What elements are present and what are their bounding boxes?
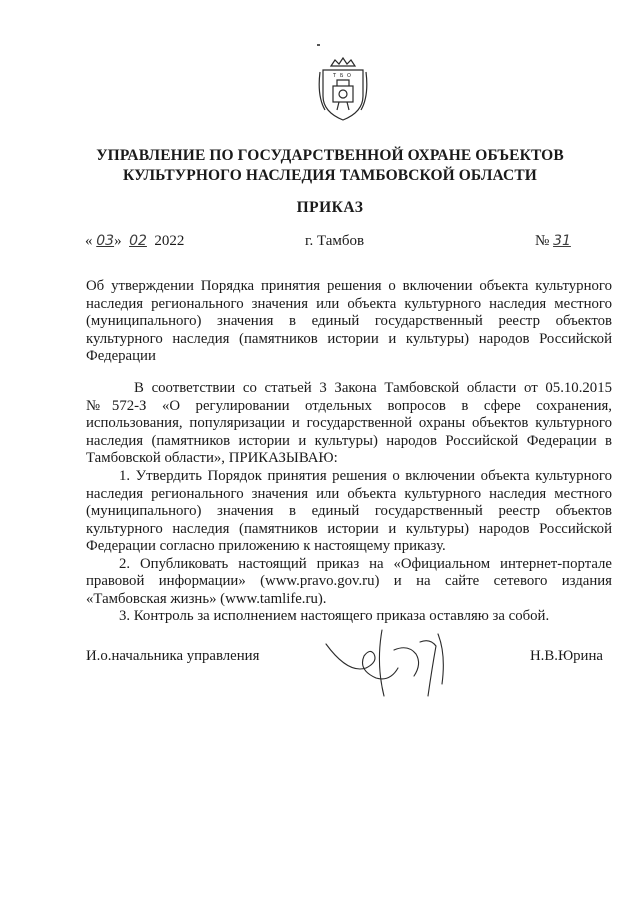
- date-year: 2022: [154, 233, 185, 249]
- number-value: 31: [553, 233, 571, 249]
- agency-header: [80, 146, 580, 186]
- order-item-1: 1. Утвердить Порядок принятия решения о включении объекта культурного наследия регионального значения или объекта культурного наследия местного (муниципального) значения в единый государственный реестр объектов культурного наследия (памятников истории и культуры) народов Российской Федерации согласно приложению к настоящему приказу.: [86, 468, 612, 554]
- number-prefix: №: [535, 233, 550, 249]
- agency-header-line2: КУЛЬТУРНОГО НАСЛЕДИЯ ТАМБОВСКОЙ ОБЛАСТИ: [123, 167, 537, 184]
- order-items: [86, 468, 612, 626]
- order-subject: Об утверждении Порядка принятия решения о включении объекта культурного наследия регионального значения или объекта культурного наследия местного (муниципального) значения в единый государственный реестр объектов культурного наследия (памятников истории и культуры) народов Российской Федерации: [86, 278, 612, 364]
- agency-header-line1: УПРАВЛЕНИЕ ПО ГОСУДАРСТВЕННОЙ ОХРАНЕ ОБЪЕКТОВ: [96, 147, 564, 164]
- scan-mark: [317, 44, 320, 46]
- order-city: г. Тамбов: [305, 233, 365, 249]
- signatory-position: И.о.начальника управления: [86, 648, 260, 664]
- date-day: 03: [96, 233, 115, 249]
- handwritten-signature: [318, 624, 458, 704]
- order-date: « 03» 02 2022: [85, 233, 185, 249]
- svg-text:Б: Б: [340, 73, 344, 79]
- svg-text:Т: Т: [333, 73, 337, 79]
- date-month: 02: [129, 233, 147, 249]
- document-type: ПРИКАЗ: [296, 199, 364, 216]
- signatory-name: Н.В.Юрина: [530, 648, 603, 664]
- order-item-2: 2. Опубликовать настоящий приказ на «Официальном интернет-портале правовой информации» (www.pravo.gov.ru) и на сайте сетевого издания «Тамбовская жизнь» (www.tamlife.ru).: [86, 555, 612, 607]
- svg-text:О: О: [347, 73, 351, 79]
- order-item-3: 3. Контроль за исполнением настоящего приказа оставляю за собой.: [119, 608, 550, 624]
- preamble: В соответствии со статьей 3 Закона Тамбовской области от 05.10.2015 №572-З «О регулировании отдельных вопросов в сфере сохранения, использования, популяризации и государственной охраны объектов культурного наследия (памятников истории и культуры) народов Российской Федерации в Тамбовской области», ПРИКАЗЫВАЮ:: [86, 380, 612, 466]
- coat-of-arms-icon: [317, 56, 369, 124]
- order-number: [535, 231, 571, 251]
